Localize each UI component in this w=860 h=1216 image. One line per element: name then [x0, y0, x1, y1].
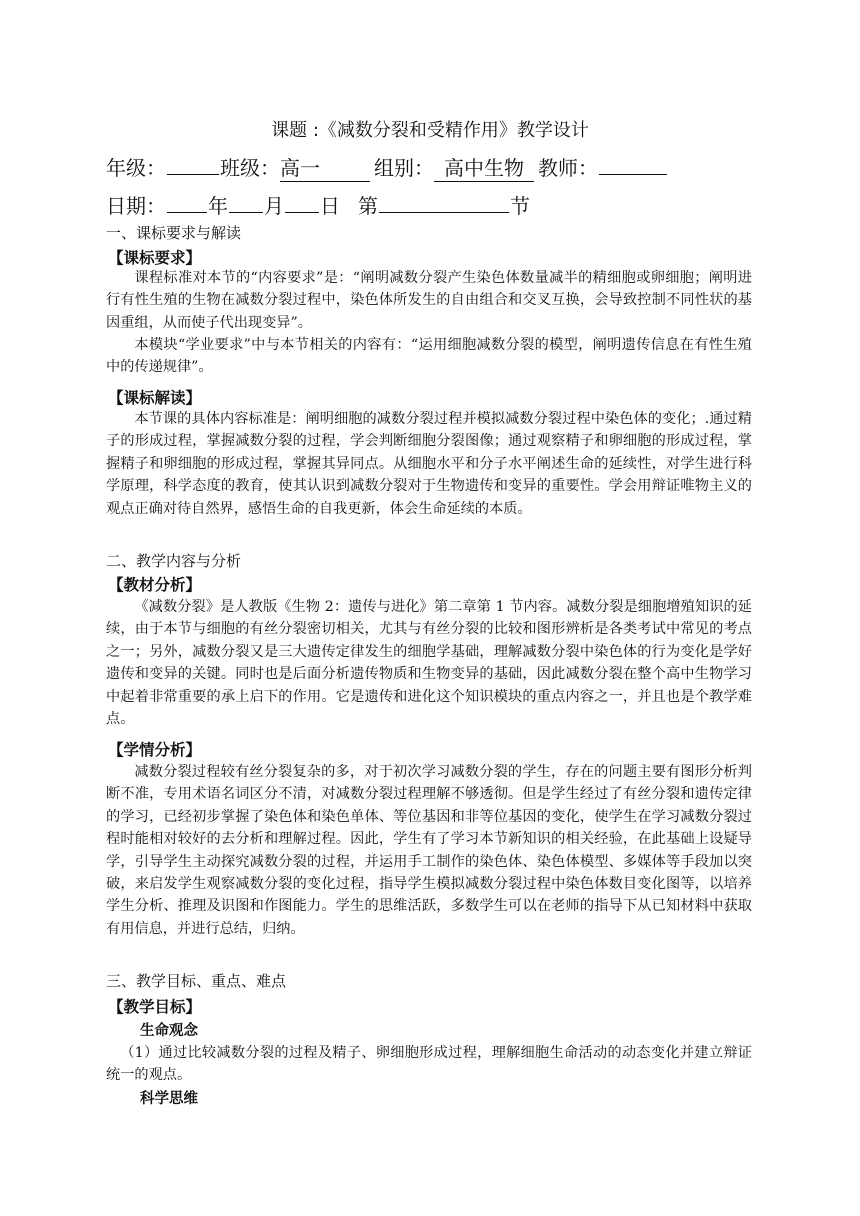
period-blank: [379, 191, 509, 213]
group-value: 高中生物: [434, 152, 534, 182]
nth-label: 第: [358, 194, 378, 218]
day-label: 日: [320, 194, 340, 218]
section-3-heading: 三、教学目标、重点、难点: [106, 972, 287, 990]
paragraph-standard-requirements: 课程标准对本节的“内容要求”是：“阐明减数分裂产生染色体数量减半的精细胞或卵细胞；阐明进行有性生殖的生物在减数分裂过程中，染色体所发生的自由组合和交叉互换，会导致控制不同性状的基因重组，从而使子代出现变异”。: [106, 270, 752, 331]
grade-label: 年级：: [106, 156, 166, 180]
month-label: 月: [264, 194, 284, 218]
subsection-student-analysis: 【学情分析】: [108, 741, 202, 759]
paragraph-goal-1: （1）通过比较减数分裂的过程及精子、卵细胞形成过程，理解细胞生命活动的动态变化并建立辩证统一的观点。: [106, 1045, 752, 1084]
subsection-teaching-goals: 【教学目标】: [108, 998, 202, 1016]
month-blank: [229, 191, 263, 213]
paragraph-academic-requirements: 本模块“学业要求”中与本节相关的内容有：“运用细胞减数分裂的模型，阐明遗传信息在有性生殖中的传递规律”。: [106, 337, 752, 376]
document-title: 课题 :《减数分裂和受精作用》教学设计: [271, 120, 589, 141]
day-blank: [285, 191, 319, 213]
teacher-label: 教师：: [538, 156, 598, 180]
subsection-textbook-analysis: 【教材分析】: [108, 576, 202, 594]
class-label: 班级：: [220, 156, 280, 180]
section-2-heading: 二、教学内容与分析: [106, 552, 242, 570]
heading-life-concept: 生命观念: [140, 1023, 198, 1039]
header-line-2: [106, 190, 530, 219]
subsection-standard-requirements: 【课标要求】: [108, 249, 202, 267]
period-label: 节: [510, 194, 530, 218]
subsection-standard-interpretation: 【课标解读】: [108, 389, 202, 407]
teacher-blank: [599, 153, 667, 175]
paragraph-student-analysis: 减数分裂过程较有丝分裂复杂的多，对于初次学习减数分裂的学生，存在的问题主要有图形分析判断不准，专用术语名词区分不清，对减数分裂过程理解不够透彻。但是学生经过了有丝分裂和遗传定律的学习，已经初步掌握了染色体和染色单体、等位基因和非等位基因的变化，使学生在学习减数分裂过程时能相对较好的去分析和理解过程。因此，学生有了学习本节新知识的相关经验，在此基础上设疑导学，引导学生主动探究减数分裂的过程，并运用手工制作的染色体、染色体模型、多媒体等手段加以突破，来启发学生观察减数分裂的变化过程，指导学生模拟减数分裂过程中染色体数目变化图等，以培养学生分析、推理及识图和作图能力。学生的思维活跃，多数学生可以在老师的指导下从已知材料中获取有用信息，并进行总结，归纳。: [106, 764, 752, 937]
header-line-1: [106, 152, 668, 182]
heading-scientific-thinking: 科学思维: [140, 1091, 198, 1107]
year-blank: [167, 191, 207, 213]
section-1-heading: 一、课标要求与解读: [106, 224, 242, 242]
grade-blank: [167, 153, 219, 175]
date-label: 日期：: [106, 194, 166, 218]
class-value: 高一: [280, 152, 370, 182]
year-label: 年: [208, 194, 228, 218]
paragraph-textbook-analysis: 《减数分裂》是人教版《生物 2：遗传与进化》第二章第 1 节内容。减数分裂是细胞增殖知识的延续，由于本节与细胞的有丝分裂密切相关，尤其与有丝分裂的比较和图形辨析是各类考试中常见的考点之一；另外，减数分裂又是三大遗传定律发生的细胞学基础，理解减数分裂中染色体的行为变化是学好遗传和变异的关键。同时也是后面分析遗传物质和生物变异的基础，因此减数分裂在整个高中生物学习中起着非常重要的承上启下的作用。它是遗传和进化这个知识模块的重点内容之一，并且也是个教学难点。: [106, 599, 752, 728]
group-label: 组别：: [374, 156, 434, 180]
paragraph-standard-interpretation: 本节课的具体内容标准是：阐明细胞的减数分裂过程并模拟减数分裂过程中染色体的变化；.通过精子的形成过程，掌握减数分裂的过程，学会判断细胞分裂图像；通过观察精子和卵细胞的形成过程，掌握精子和卵细胞的形成过程，掌握其异同点。从细胞水平和分子水平阐述生命的延续性，对学生进行科学原理，科学态度的教育，使其认识到减数分裂对于生物遗传和变异的重要性。学会用辩证唯物主义的观点正确对待自然界，感悟生命的自我更新，体会生命延续的本质。: [106, 411, 752, 517]
